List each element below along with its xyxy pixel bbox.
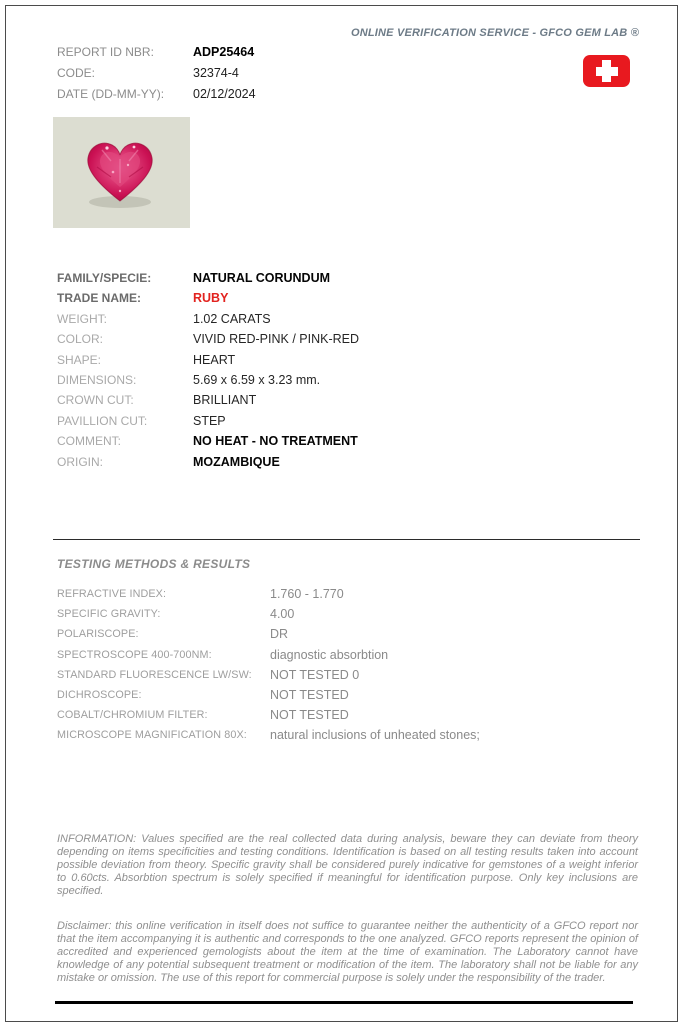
code-value: 32374-4 <box>193 66 239 80</box>
cobalt-filter-value: NOT TESTED <box>270 708 349 723</box>
dimensions-value: 5.69 x 6.59 x 3.23 mm. <box>193 372 321 387</box>
spectroscope-value: diagnostic absorbtion <box>270 647 389 662</box>
service-title: ONLINE VERIFICATION SERVICE - GFCO GEM LAB ® <box>350 27 639 39</box>
shape-label: SHAPE: <box>57 352 102 367</box>
report-id-label: REPORT ID NBR: <box>57 45 154 59</box>
testing-row <box>57 624 627 644</box>
trade-name-label: TRADE NAME: <box>57 291 141 306</box>
identification-row <box>57 350 577 370</box>
testing-block <box>57 584 627 746</box>
crown-cut-value: BRILLIANT <box>193 393 257 408</box>
date-row <box>57 84 497 105</box>
origin-label: ORIGIN: <box>57 454 104 469</box>
dichroscope-value: NOT TESTED <box>270 687 349 702</box>
identification-row <box>57 309 577 329</box>
disclaimer-paragraph: Disclaimer: this online verification in itself does not suffice to guarantee neither the authenticity of a GFCO report nor that the item accompanying it is authentic and corresponds to the one analyzed. GFCO reports represent the opinion of accredited and experienced gemologists about the item at the time of examination. The Laboratory cannot have knowledge of any potential subsequent treatment or modification of the item. The laboratory shall not be liable for any mistake or omission. The use of this report for commercial purpose is solely under the responsibility of the trader. <box>57 920 638 984</box>
identification-row <box>57 268 577 288</box>
shape-value: HEART <box>193 352 236 367</box>
weight-value: 1.02 CARATS <box>193 311 271 326</box>
family-specie-label: FAMILY/SPECIE: <box>57 271 152 285</box>
refractive-index-value: 1.760 - 1.770 <box>270 587 344 601</box>
dimensions-label: DIMENSIONS: <box>57 372 137 387</box>
comment-label: COMMENT: <box>57 434 121 449</box>
polariscope-value: DR <box>270 627 289 642</box>
identification-row <box>57 288 577 308</box>
date-label: DATE (DD-MM-YY): <box>57 87 165 101</box>
pavillion-cut-label: PAVILLION CUT: <box>57 413 148 428</box>
spectroscope-label: SPECTROSCOPE 400-700NM: <box>57 648 212 661</box>
date-value: 02/12/2024 <box>193 87 256 101</box>
microscope-value: natural inclusions of unheated stones; <box>270 728 480 743</box>
origin-value: MOZAMBIQUE <box>193 454 280 469</box>
identification-row <box>57 370 577 390</box>
fluorescence-label: STANDARD FLUORESCENCE LW/SW: <box>57 668 252 681</box>
information-paragraph: INFORMATION: Values specified are the real collected data during analysis, beware they can deviate from theory depending on items specificities and testing conditions. Identification is based on all testing results taken into account possible deviation from theory. Specific gravity shall be considered purely indicative for gemstones of a weight inferior to 0.60cts. Absorbtion spectrum is solely specified if meaningful for identification purpose. Only key inclusions are specified. <box>57 833 638 897</box>
section-divider <box>53 539 640 540</box>
microscope-label: MICROSCOPE MAGNIFICATION 80X: <box>57 729 247 742</box>
report-info-block <box>57 42 497 105</box>
refractive-index-label: REFRACTIVE INDEX: <box>57 588 167 600</box>
code-row <box>57 63 497 84</box>
swiss-flag-icon <box>583 55 630 87</box>
identification-row <box>57 431 577 451</box>
specific-gravity-value: 4.00 <box>270 607 295 622</box>
weight-label: WEIGHT: <box>57 311 107 326</box>
color-value: VIVID RED-PINK / PINK-RED <box>193 332 359 347</box>
testing-row <box>57 665 627 685</box>
testing-row <box>57 645 627 665</box>
code-label: CODE: <box>57 66 96 80</box>
identification-row <box>57 452 577 472</box>
bottom-rule <box>55 1001 633 1004</box>
report-id-row <box>57 42 497 63</box>
testing-row <box>57 685 627 705</box>
testing-row <box>57 705 627 725</box>
identification-block <box>57 268 577 472</box>
comment-value: NO HEAT - NO TREATMENT <box>193 434 358 449</box>
testing-row <box>57 604 627 624</box>
testing-row <box>57 725 627 745</box>
color-label: COLOR: <box>57 332 104 347</box>
report-id-value: ADP25464 <box>193 45 255 59</box>
identification-row <box>57 411 577 431</box>
identification-row <box>57 329 577 349</box>
family-specie-value: NATURAL CORUNDUM <box>193 271 331 285</box>
gem-photo <box>53 117 190 228</box>
pavillion-cut-value: STEP <box>193 413 226 428</box>
crown-cut-label: CROWN CUT: <box>57 393 134 408</box>
identification-row <box>57 390 577 410</box>
dichroscope-label: DICHROSCOPE: <box>57 688 142 701</box>
testing-section-title: TESTING METHODS & RESULTS <box>57 557 251 571</box>
heart-ruby-image <box>53 117 190 228</box>
fluorescence-value: NOT TESTED 0 <box>270 667 360 682</box>
polariscope-label: POLARISCOPE: <box>57 628 139 641</box>
specific-gravity-label: SPECIFIC GRAVITY: <box>57 608 161 621</box>
cobalt-filter-label: COBALT/CHROMIUM FILTER: <box>57 709 208 722</box>
testing-row <box>57 584 627 604</box>
trade-name-value: RUBY <box>193 291 229 306</box>
